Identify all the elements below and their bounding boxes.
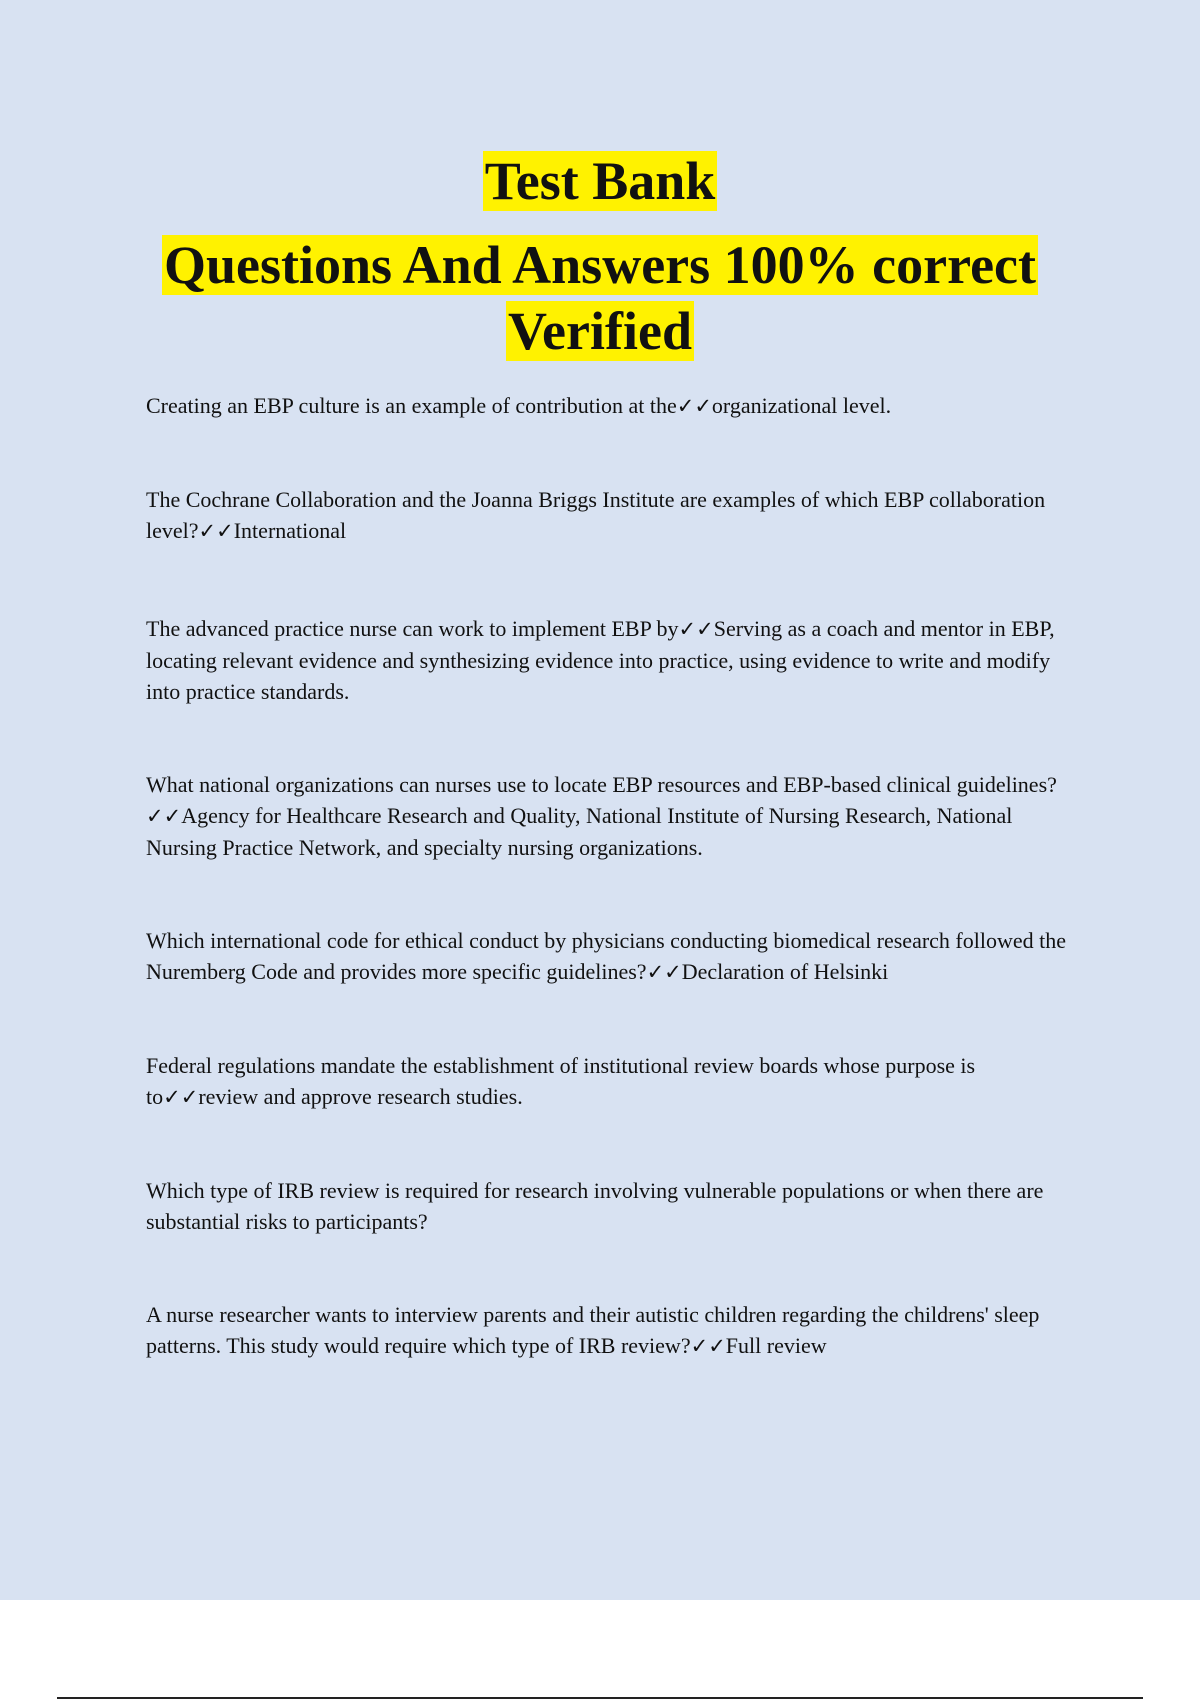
question-text: Federal regulations mandate the establishment of institutional review boards whose purpose is to (146, 1053, 976, 1109)
answer-text: Agency for Healthcare Research and Quality, National Institute of Nursing Research, National Nursing Practice Network, and specialty nursing organizations. (146, 803, 1013, 860)
question-text: Which international code for ethical conduct by physicians conducting biomedical research followed the Nuremberg Code and provides more specific guidelines? (146, 928, 1067, 984)
double-check-icon: ✓✓ (678, 617, 714, 641)
double-check-icon: ✓✓ (163, 1085, 199, 1109)
title-test-bank: Test Bank (484, 151, 716, 211)
double-check-icon: ✓✓ (198, 519, 234, 543)
qa-item-1 (146, 390, 1076, 422)
qa-item-2 (146, 484, 1076, 547)
double-check-icon: ✓✓ (676, 394, 712, 418)
answer-text: International (233, 518, 347, 543)
question-text: The advanced practice nurse can work to implement EBP by (146, 616, 679, 641)
title-line-3 (0, 298, 1200, 364)
qa-item-3 (146, 613, 1076, 707)
question-text: Which type of IRB review is required for research involving vulnerable populations or when there are substantial risks to participants? (146, 1178, 1044, 1234)
qa-item-6 (146, 1050, 1076, 1113)
question-text: The Cochrane Collaboration and the Joanna Briggs Institute are examples of which EBP collaboration level? (146, 487, 1046, 543)
title-line-2 (0, 232, 1200, 298)
double-check-icon: ✓✓ (146, 804, 182, 828)
answer-text: review and approve research studies. (198, 1084, 523, 1109)
title-block (0, 148, 1200, 364)
qa-item-4 (146, 769, 1076, 863)
qa-item-7 (146, 1175, 1076, 1237)
question-text: Creating an EBP culture is an example of contribution at the (146, 393, 677, 418)
title-questions-answers: Questions And Answers 100% correct (164, 235, 1036, 295)
answer-text: organizational level. (711, 393, 892, 418)
qa-list (146, 390, 1076, 1362)
title-line-1 (0, 148, 1200, 214)
answer-text: Serving as a coach and mentor in EBP, locating relevant evidence and synthesizing evidence into practice, using evidence to write and modify into practice standards. (146, 616, 1055, 704)
answer-text: Declaration of Helsinki (681, 959, 889, 984)
qa-item-5 (146, 925, 1076, 988)
title-verified: Verified (508, 301, 692, 361)
footer-divider (57, 1697, 1143, 1699)
double-check-icon: ✓✓ (646, 960, 682, 984)
question-text: A nurse researcher wants to interview parents and their autistic children regarding the childrens' sleep patterns. This study would require which type of IRB review? (146, 1302, 1040, 1358)
double-check-icon: ✓✓ (690, 1334, 726, 1358)
question-text: What national organizations can nurses use to locate EBP resources and EBP-based clinical guidelines? (146, 772, 1057, 797)
answer-text: Full review (725, 1333, 827, 1358)
qa-item-8 (146, 1299, 1076, 1362)
